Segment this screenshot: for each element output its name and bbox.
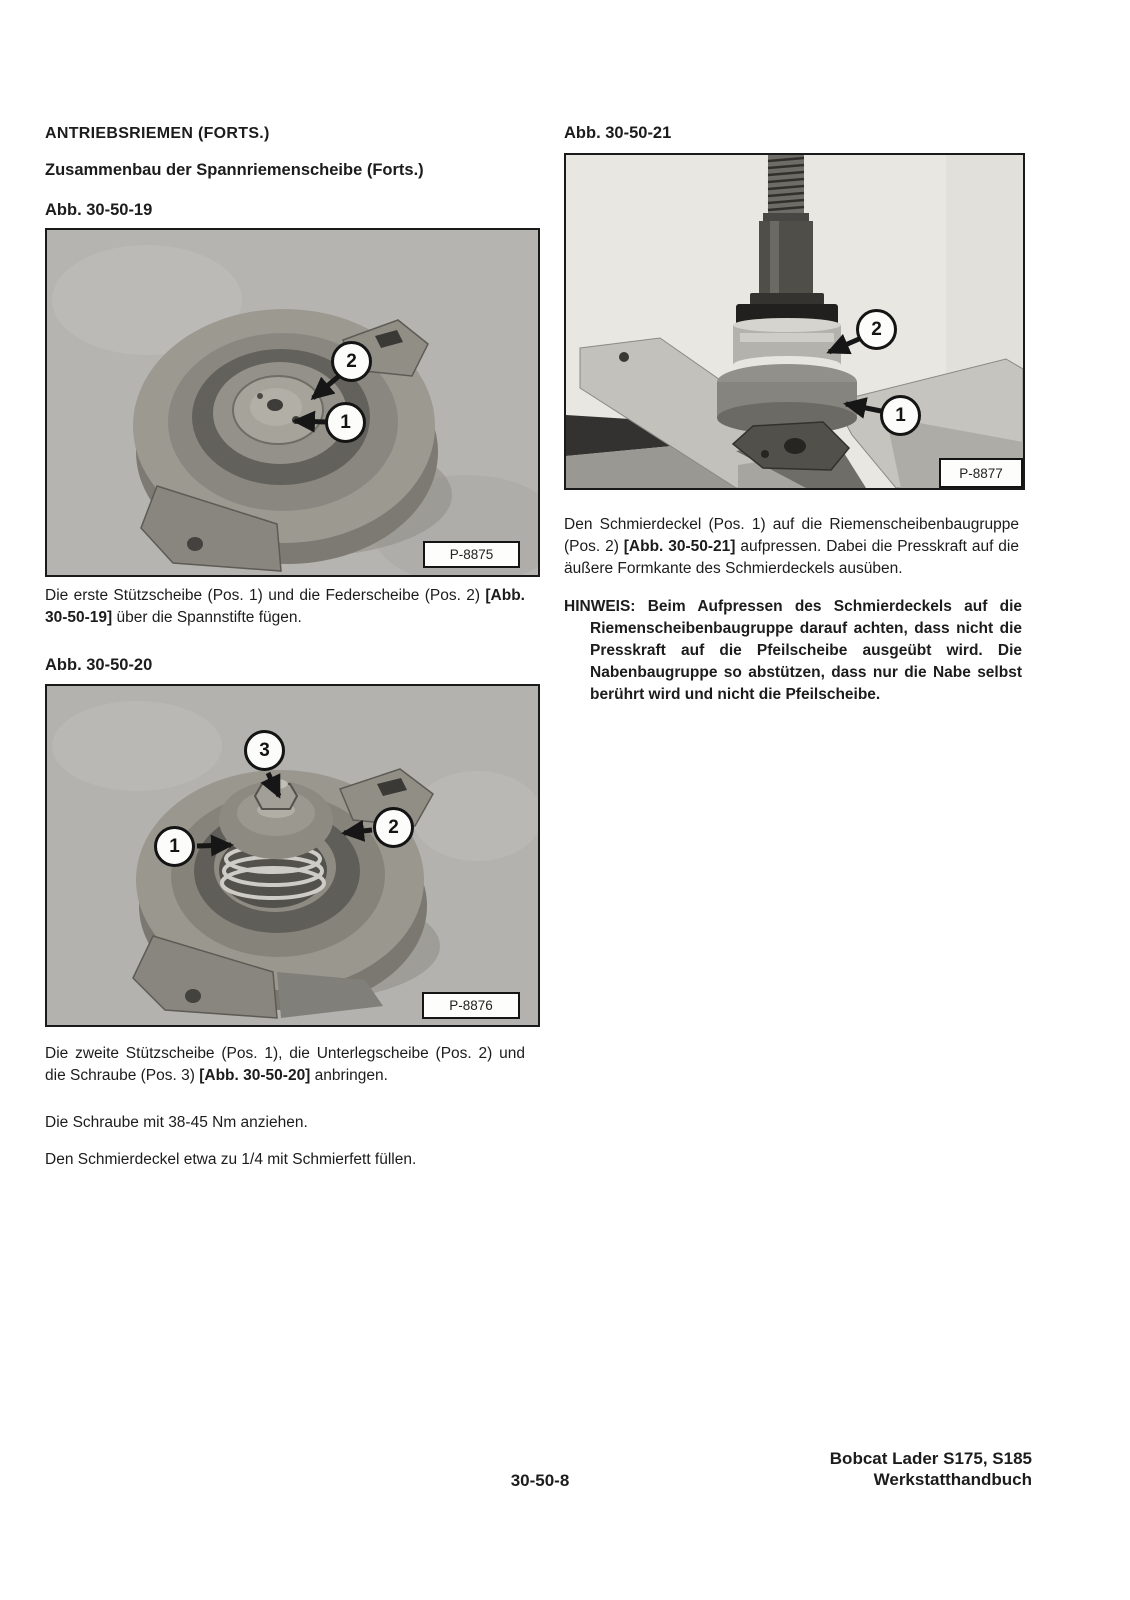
paragraph-1-figure-ref: [Abb. 30-50-19]: [45, 587, 525, 626]
figure2-callout-3: 3: [244, 730, 285, 771]
note-text: Beim Aufpressen des Schmierdeckels auf die Riemenscheibenbaugruppe darauf achten, dass nicht die Presskraft auf die Pfeilscheibe ausgeübt wird. Die Nabenbaugruppe so abstützen, dass nur die Nabe selbst berührt wird und nicht die Pfeilscheibe.: [590, 598, 1023, 703]
paragraph-5-text-end: aufpressen. Dabei die Presskraft auf die äußere Formkante des Schmierdeckels ausüben.: [564, 538, 1019, 577]
subsection-title: Zusammenbau der Spannriemenscheibe (Forts.): [45, 161, 424, 179]
figure1-callout-2: 2: [331, 341, 372, 382]
paragraph-2-text: Die zweite Stützscheibe (Pos. 1), die Unterlegscheibe (Pos. 2) und die Schraube (Pos. 3): [45, 1045, 525, 1084]
paragraph-4: Den Schmierdeckel etwa zu 1/4 mit Schmierfett füllen.: [45, 1151, 417, 1168]
figure2-callout-1: 1: [154, 826, 195, 867]
figure2-photo-ref: P-8876: [422, 992, 520, 1019]
figure1-photo: [45, 228, 540, 577]
paragraph-2-figure-ref: [Abb. 30-50-20]: [199, 1067, 311, 1084]
figure1-illustration: [47, 230, 538, 575]
section-title: ANTRIEBSRIEMEN (FORTS.): [45, 125, 270, 142]
figure3-label: Abb. 30-50-21: [564, 124, 672, 142]
figure2-label: Abb. 30-50-20: [45, 656, 153, 674]
figure2-photo: [45, 684, 540, 1027]
paragraph-1-text-end: über die Spannstifte fügen.: [112, 609, 302, 626]
figure1-callout-1: 1: [325, 402, 366, 443]
paragraph-5-text: Den Schmierdeckel (Pos. 1) auf die Riemenscheibenbaugruppe (Pos. 2): [564, 516, 1019, 555]
figure3-photo-ref: P-8877: [939, 458, 1023, 488]
paragraph-5: [564, 514, 1019, 580]
footer-model: Bobcat Lader S175, S185: [829, 1449, 1032, 1468]
paragraph-2: [45, 1043, 525, 1087]
paragraph-5-figure-ref: [Abb. 30-50-21]: [623, 538, 736, 555]
paragraph-1: [45, 585, 525, 629]
figure1-label: Abb. 30-50-19: [45, 201, 153, 219]
figure2-illustration: [47, 686, 538, 1025]
figure1-photo-ref: P-8875: [423, 541, 520, 568]
figure3-illustration: [566, 155, 1023, 488]
figure3-photo: [564, 153, 1025, 490]
note-label: HINWEIS:: [564, 598, 636, 615]
note-hinweis: [564, 596, 1022, 706]
paragraph-2-text-end: anbringen.: [310, 1067, 388, 1084]
figure2-callout-2: 2: [373, 807, 414, 848]
figure3-callout-1: 1: [880, 395, 921, 436]
paragraph-3: Die Schraube mit 38-45 Nm anziehen.: [45, 1114, 308, 1131]
figure3-callout-2: 2: [856, 309, 897, 350]
paragraph-1-text: Die erste Stützscheibe (Pos. 1) und die Federscheibe (Pos. 2): [45, 587, 486, 604]
footer-manual: Werkstatthandbuch: [873, 1470, 1032, 1489]
footer-page-number: 30-50-8: [510, 1471, 570, 1490]
tensioner-pulley-part: [133, 309, 452, 571]
